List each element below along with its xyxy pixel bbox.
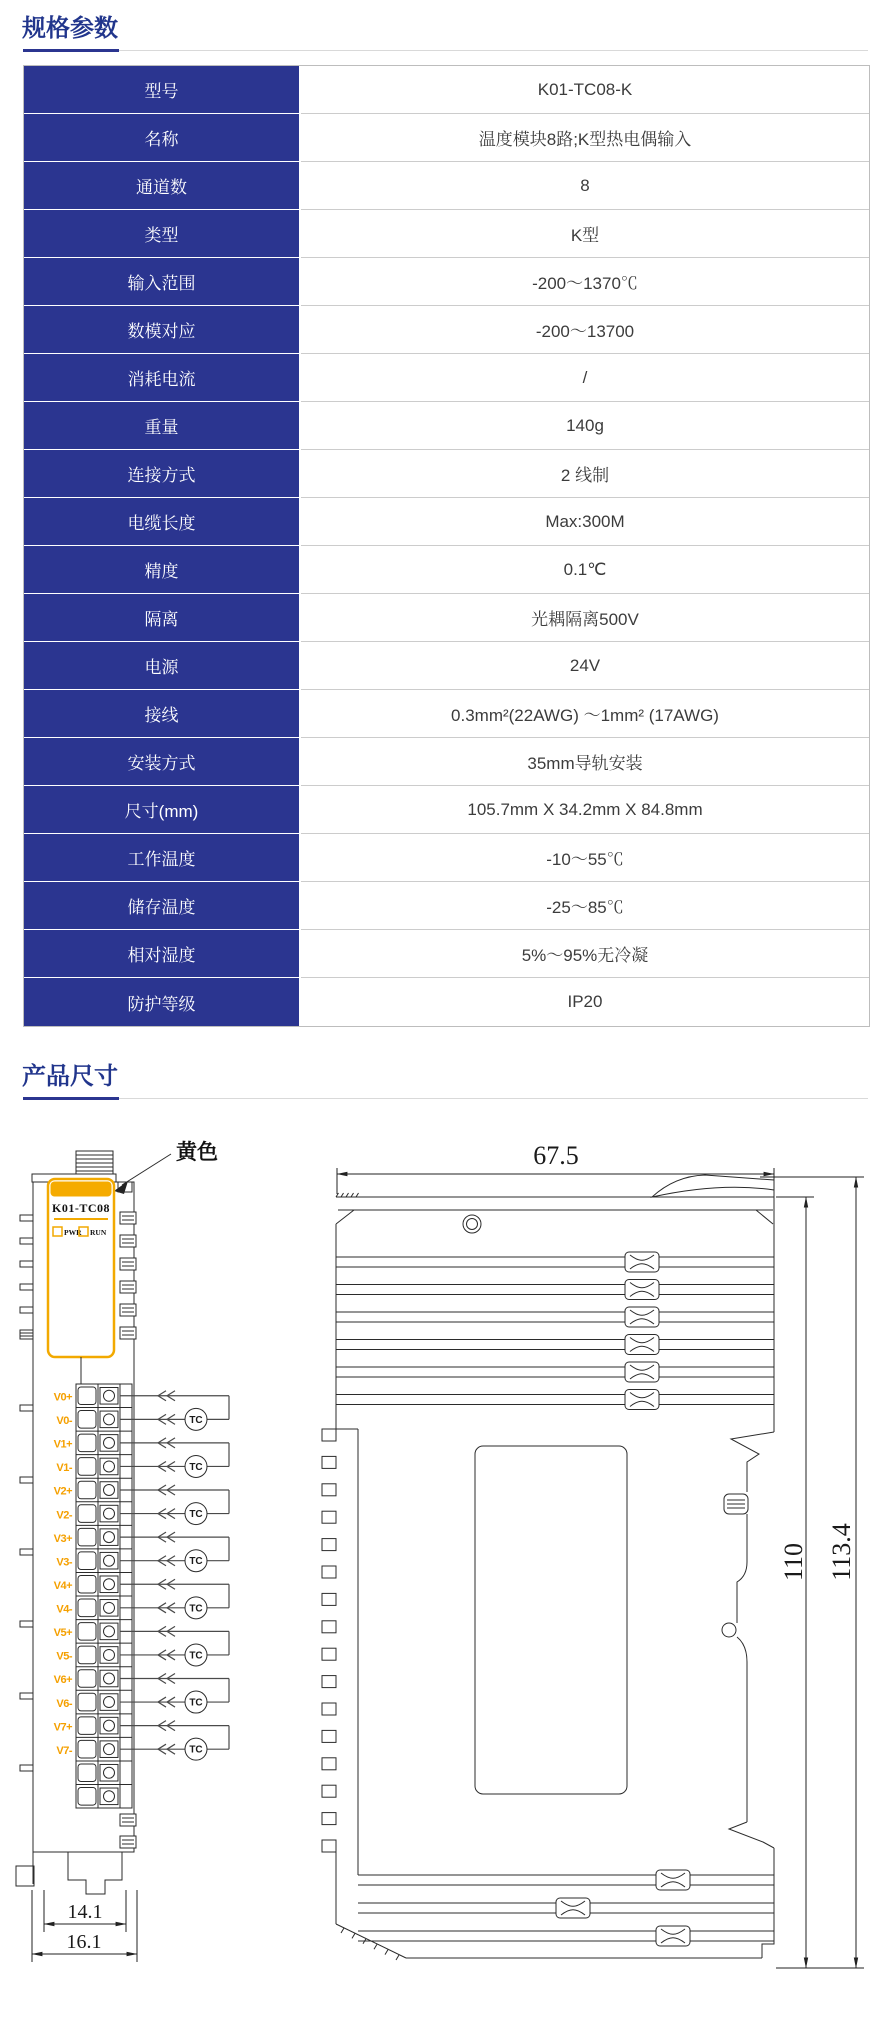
- terminal-cage: [78, 1717, 96, 1735]
- table-row: [24, 882, 869, 930]
- table-row: [24, 66, 869, 114]
- front-dimensions: [32, 1890, 137, 1962]
- spec-label-cell: 连接方式: [24, 450, 301, 498]
- terminal-cage: [78, 1552, 96, 1570]
- spec-label-cell: 接线: [24, 690, 301, 738]
- top-swoosh: [652, 1175, 774, 1197]
- spec-value-cell: 0.1℃: [301, 546, 869, 594]
- dim-14-1: 14.1: [67, 1901, 103, 1923]
- terminal-label: V6-: [56, 1697, 72, 1710]
- serration-tick: [346, 1193, 349, 1197]
- terminal-tooth: [322, 1648, 336, 1660]
- terminal-cage: [78, 1458, 96, 1476]
- spec-label-cell: 精度: [24, 546, 301, 594]
- terminal-label: V2+: [53, 1485, 72, 1498]
- table-row: [24, 498, 869, 546]
- section-title-dimensions: 产品尺寸: [22, 1063, 118, 1090]
- tc-label: TC: [189, 1509, 203, 1521]
- terminal-tooth: [322, 1676, 336, 1688]
- din-hole: [722, 1623, 736, 1637]
- din-rail-profile: [722, 1180, 774, 1958]
- table-row: [24, 210, 869, 258]
- spec-value-cell: 2 线制: [301, 450, 869, 498]
- side-pin: [20, 1307, 33, 1313]
- spec-label-cell: 防护等级: [24, 978, 301, 1026]
- spec-table: [23, 65, 870, 1027]
- table-row: [24, 738, 869, 786]
- serration-tick: [396, 1955, 399, 1960]
- edge-clip: [120, 1814, 136, 1826]
- spec-value-cell: 140g: [301, 402, 869, 450]
- terminal-cage: [78, 1434, 96, 1452]
- table-row: [24, 162, 869, 210]
- table-row: [24, 114, 869, 162]
- terminal-tooth: [322, 1484, 336, 1496]
- tc-label: TC: [189, 1650, 203, 1662]
- side-pin: [20, 1405, 33, 1411]
- terminal-tooth: [322, 1621, 336, 1633]
- spec-value-cell: -25～85℃: [301, 882, 869, 930]
- edge-clip: [120, 1327, 136, 1339]
- terminal-cage: [78, 1505, 96, 1523]
- side-pin: [20, 1284, 33, 1290]
- terminal-cage: [78, 1575, 96, 1593]
- spec-label-cell: 储存温度: [24, 882, 301, 930]
- spec-value-cell: -10～55℃: [301, 834, 869, 882]
- spec-value-cell: 8: [301, 162, 869, 210]
- table-row: [24, 786, 869, 834]
- spec-label-cell: 尺寸(mm): [24, 786, 301, 834]
- tc-label: TC: [189, 1556, 203, 1568]
- table-row: [24, 450, 869, 498]
- terminal-label: V6+: [53, 1674, 72, 1687]
- serration-tick: [374, 1944, 377, 1949]
- terminal-label: V7+: [53, 1721, 72, 1734]
- spec-value-cell: K01-TC08-K: [301, 66, 869, 114]
- terminal-cage: [78, 1411, 96, 1429]
- table-row: [24, 354, 869, 402]
- edge-clip: [120, 1258, 136, 1270]
- tc-label: TC: [189, 1744, 203, 1756]
- terminal-tooth: [322, 1813, 336, 1825]
- terminal-tooth: [322, 1730, 336, 1742]
- serration-tick: [356, 1193, 359, 1197]
- spec-value-cell: -200～1370℃: [301, 258, 869, 306]
- side-pin: [20, 1693, 33, 1699]
- side-generated: [322, 1193, 774, 1960]
- spec-label-cell: 名称: [24, 114, 301, 162]
- terminal-label: V3-: [56, 1556, 72, 1569]
- spec-label-cell: 通道数: [24, 162, 301, 210]
- tc-label: TC: [189, 1461, 203, 1473]
- run-led-label: RUN: [90, 1228, 107, 1237]
- spec-label-cell: 工作温度: [24, 834, 301, 882]
- terminal-cage: [78, 1740, 96, 1758]
- yellow-band: [51, 1182, 112, 1197]
- serration-tick: [385, 1950, 388, 1955]
- terminal-label: V5+: [53, 1627, 72, 1640]
- terminal-cage: [78, 1481, 96, 1499]
- spec-label-cell: 类型: [24, 210, 301, 258]
- side-pin: [20, 1477, 33, 1483]
- side-pin: [20, 1621, 33, 1627]
- terminal-tooth: [322, 1539, 336, 1551]
- din-foot: [16, 1852, 122, 1894]
- front-plate: [48, 1179, 114, 1357]
- terminal-tooth: [322, 1758, 336, 1770]
- table-row: [24, 402, 869, 450]
- spec-value-cell: IP20: [567, 992, 603, 1011]
- model-label: K01-TC08: [52, 1201, 110, 1215]
- tc-label: TC: [189, 1697, 203, 1709]
- terminal-label: V4+: [53, 1579, 72, 1592]
- terminal-cage: [78, 1646, 96, 1664]
- terminal-label: V0-: [56, 1415, 72, 1428]
- dim-110: 110: [779, 1542, 808, 1582]
- terminal-cage: [78, 1693, 96, 1711]
- table-row: [24, 594, 869, 642]
- table-row: [24, 978, 869, 1026]
- spec-label-cell: 电源: [24, 642, 301, 690]
- spec-label-cell: 数模对应: [24, 306, 301, 354]
- terminal-label: V7-: [56, 1744, 72, 1757]
- terminal-label: V4-: [56, 1603, 72, 1616]
- terminal-label: V1+: [53, 1438, 72, 1451]
- side-pin: [20, 1261, 33, 1267]
- terminal-cage: [78, 1528, 96, 1546]
- table-row: [24, 546, 869, 594]
- terminal-tooth: [322, 1429, 336, 1441]
- spec-value-cell: 35mm导轨安装: [301, 738, 869, 786]
- edge-clip: [120, 1212, 136, 1224]
- side-view-drawing: [300, 1132, 880, 1992]
- spec-value-cell: 光耦隔离500V: [301, 594, 869, 642]
- terminal-cage: [78, 1670, 96, 1688]
- spec-value-cell: 5%～95%无冷凝: [301, 930, 869, 978]
- terminal-label: V3+: [53, 1532, 72, 1545]
- spec-value-cell: 24V: [301, 642, 869, 690]
- terminal-tooth: [322, 1566, 336, 1578]
- yellow-callout-label: 黄色: [176, 1141, 218, 1164]
- serration-tick: [341, 1193, 344, 1197]
- terminal-tooth: [322, 1785, 336, 1797]
- table-row: [24, 930, 869, 978]
- table-row: [24, 834, 869, 882]
- spec-label-cell: 型号: [24, 66, 301, 114]
- dim-67-5: 67.5: [533, 1141, 579, 1170]
- edge-clip: [120, 1281, 136, 1293]
- spec-value-cell: Max:300M: [301, 498, 869, 546]
- spec-value-cell: 0.3mm²(22AWG) ～1mm² (17AWG): [301, 690, 869, 738]
- terminal-tooth: [322, 1703, 336, 1715]
- terminal-label: V1-: [56, 1462, 72, 1475]
- dim-16-1: 16.1: [66, 1931, 102, 1953]
- table-row: [24, 642, 869, 690]
- edge-clip: [120, 1235, 136, 1247]
- terminal-label: V0+: [53, 1391, 72, 1404]
- edge-clip: [120, 1836, 136, 1848]
- terminal-label: V2-: [56, 1509, 72, 1522]
- spec-label-cell: 电缆长度: [24, 498, 301, 546]
- terminal-tooth: [322, 1456, 336, 1468]
- callout-arrow-line: [122, 1154, 171, 1185]
- section-rule: [23, 49, 868, 52]
- pwr-led-label: PWR: [64, 1228, 82, 1237]
- spec-value-cell: K型: [301, 210, 869, 258]
- spec-label-cell: 安装方式: [24, 738, 301, 786]
- side-pin: [20, 1238, 33, 1244]
- spec-label-cell: 消耗电流: [24, 354, 301, 402]
- side-pin: [20, 1215, 33, 1221]
- side-dim-heights: [760, 1177, 864, 1968]
- table-row: [24, 306, 869, 354]
- serration-tick: [351, 1193, 354, 1197]
- serration-tick: [352, 1933, 355, 1938]
- side-pin: [20, 1765, 33, 1771]
- spec-value-cell: 温度模块8路;K型热电偶输入: [301, 114, 869, 162]
- table-row: [24, 690, 869, 738]
- section-title-specs: 规格参数: [22, 15, 118, 42]
- terminal-label: V5-: [56, 1650, 72, 1663]
- terminal-tooth: [322, 1511, 336, 1523]
- spec-value-cell: /: [301, 354, 869, 402]
- dim-113-4: 113.4: [827, 1523, 856, 1581]
- front-view-drawing: [8, 1132, 278, 1992]
- terminal-cage: [78, 1387, 96, 1405]
- spec-label-cell: 隔离: [24, 594, 301, 642]
- table-row: [24, 258, 869, 306]
- side-body-outline: [336, 1175, 774, 1958]
- section-rule: [23, 1097, 868, 1100]
- spec-label-cell: 重量: [24, 402, 301, 450]
- spec-label-cell: 相对湿度: [24, 930, 301, 978]
- spec-value-cell: -200～13700: [301, 306, 869, 354]
- tc-label: TC: [189, 1414, 203, 1426]
- screw-hole: [463, 1215, 481, 1233]
- terminal-cage: [78, 1599, 96, 1617]
- terminal-cage: [78, 1764, 96, 1782]
- side-pin: [20, 1549, 33, 1555]
- edge-clip: [120, 1304, 136, 1316]
- terminal-cage: [78, 1788, 96, 1806]
- spec-value-cell: 105.7mm X 34.2mm X 84.8mm: [301, 786, 869, 834]
- terminal-cage: [78, 1623, 96, 1641]
- terminal-tooth: [322, 1593, 336, 1605]
- tc-label: TC: [189, 1603, 203, 1615]
- terminal-tooth: [322, 1840, 336, 1852]
- label-recess: [475, 1446, 627, 1794]
- spec-label-cell: 输入范围: [24, 258, 301, 306]
- serration-tick: [341, 1928, 344, 1933]
